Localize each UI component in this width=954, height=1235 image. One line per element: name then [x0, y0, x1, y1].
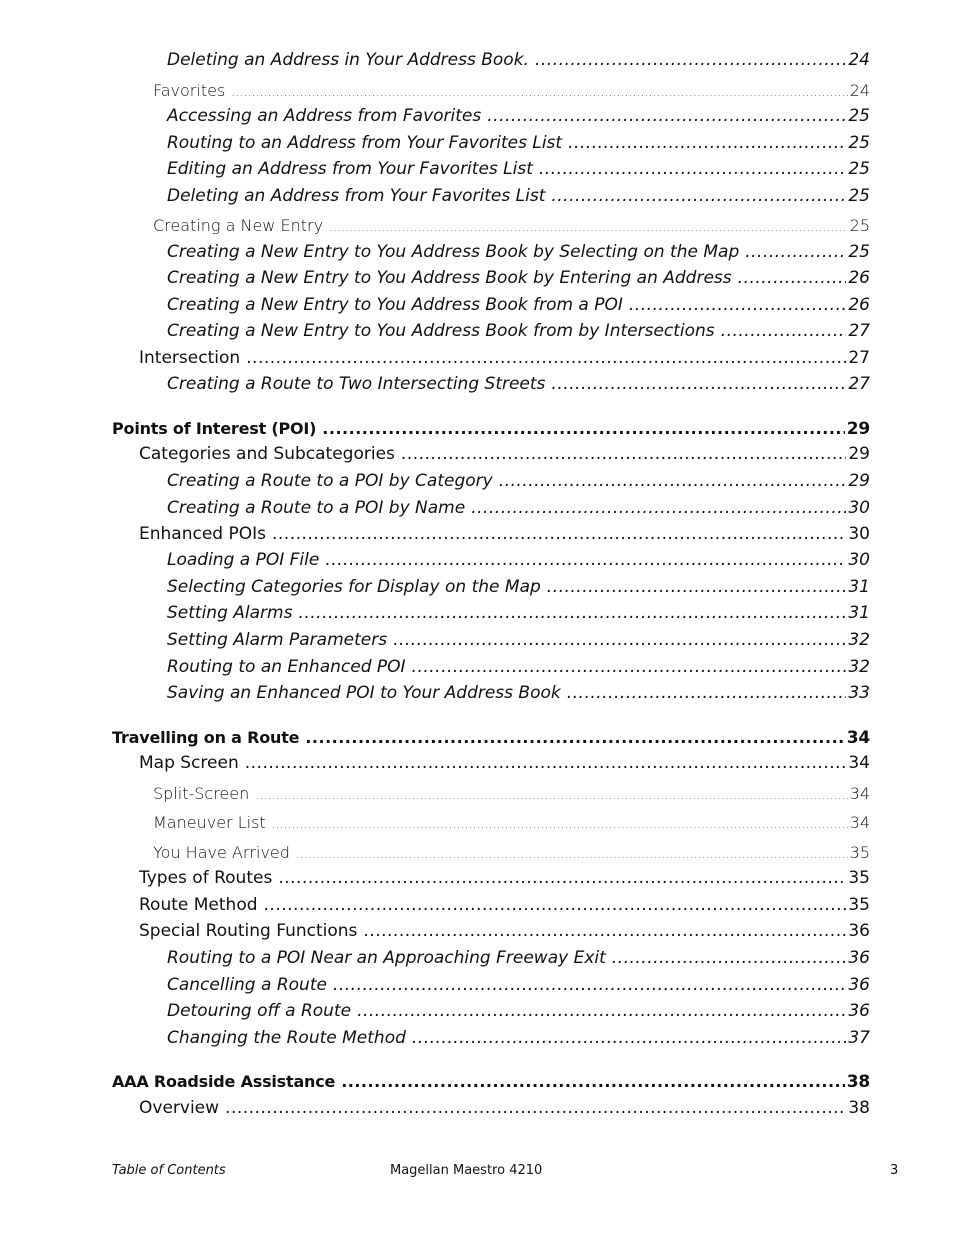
toc-entry-title: Creating a New Entry to You Address Book from a POI [167, 295, 623, 315]
toc-entry-title: Points of Interest (POI) [112, 419, 317, 438]
toc-entry-page: 30 [848, 550, 870, 570]
dot-leader [225, 1098, 846, 1118]
toc-entry[interactable] [167, 550, 870, 570]
dot-leader [231, 85, 847, 99]
toc-entry[interactable] [167, 106, 870, 126]
toc-entry-title: Categories and Subcategories [139, 444, 395, 464]
toc-entry-title: Cancelling a Route [167, 975, 327, 995]
toc-entry-page: 25 [848, 159, 870, 179]
toc-entry[interactable] [139, 753, 870, 773]
toc-entry-page: 35 [848, 895, 870, 915]
dot-leader [412, 657, 847, 677]
dot-leader [567, 683, 847, 703]
toc-entry[interactable] [167, 471, 870, 491]
toc-entry-title: Map Screen [139, 753, 239, 773]
toc-entry[interactable] [153, 81, 870, 100]
dot-leader [535, 50, 846, 70]
dot-leader [278, 868, 846, 888]
toc-entry-title: Editing an Address from Your Favorites List [167, 159, 533, 179]
toc-entry-title: Overview [139, 1098, 220, 1118]
dot-leader [612, 948, 847, 968]
toc-entry-title: Types of Routes [139, 868, 273, 888]
toc-entry-page: 32 [848, 630, 870, 650]
toc-entry-page: 25 [848, 186, 870, 206]
toc-entry[interactable] [139, 895, 870, 915]
dot-leader [255, 788, 847, 802]
toc-entry[interactable] [167, 1028, 870, 1048]
toc-entry-title: Creating a New Entry to You Address Book by Selecting on the Map [167, 242, 740, 262]
toc-entry-page: 36 [848, 975, 870, 995]
toc-entry[interactable] [167, 630, 870, 650]
dot-leader [551, 374, 846, 394]
dot-leader [322, 419, 844, 438]
toc-entry[interactable] [167, 1001, 870, 1021]
toc-entry[interactable] [167, 577, 870, 597]
toc-entry[interactable] [139, 524, 870, 544]
toc-entry-title: Creating a Route to a POI by Category [167, 471, 493, 491]
toc-entry-title: Creating a New Entry to You Address Book from by Intersections [167, 321, 715, 341]
toc-entry-page: 34 [849, 813, 870, 832]
dot-leader [341, 1072, 845, 1091]
toc-entry[interactable] [153, 784, 870, 803]
dot-leader [296, 847, 848, 861]
toc-entry-page: 29 [848, 471, 870, 491]
toc-entry[interactable] [167, 683, 870, 703]
toc-entry-title: Accessing an Address from Favorites [167, 106, 482, 126]
toc-entry-page: 25 [848, 106, 870, 126]
toc-entry-title: Creating a New Entry to You Address Book by Entering an Address [167, 268, 732, 288]
toc-entry-title: Routing to a POI Near an Approaching Freeway Exit [167, 948, 606, 968]
toc-entry-page: 24 [849, 81, 870, 100]
toc-entry[interactable] [167, 374, 870, 394]
dot-leader [721, 321, 847, 341]
toc-entry-page: 34 [846, 728, 870, 748]
toc-entry-page: 38 [848, 1098, 870, 1118]
toc-entry[interactable] [167, 975, 870, 995]
dot-leader [745, 242, 846, 262]
dot-leader [357, 1001, 846, 1021]
dot-leader [499, 471, 847, 491]
toc-entry[interactable] [153, 843, 870, 862]
toc-entry-page: 31 [848, 603, 870, 623]
toc-entry[interactable] [167, 186, 870, 206]
dot-leader [487, 106, 846, 126]
dot-leader [471, 498, 846, 518]
toc-entry-page: 34 [849, 784, 870, 803]
toc-chapter[interactable] [112, 728, 870, 748]
toc-entry-title: You Have Arrived [153, 843, 290, 862]
toc-entry-page: 24 [848, 50, 870, 70]
dot-leader [264, 895, 847, 915]
toc-entry-title: Setting Alarm Parameters [167, 630, 388, 650]
toc-entry[interactable] [167, 498, 870, 518]
toc-entry-page: 25 [848, 242, 870, 262]
toc-entry-title: Creating a Route to Two Intersecting Streets [167, 374, 546, 394]
toc-entry-title: Changing the Route Method [167, 1028, 406, 1048]
toc-entry[interactable] [167, 295, 870, 315]
toc-entry-title: Routing to an Enhanced POI [167, 657, 406, 677]
toc-entry[interactable] [167, 50, 870, 70]
toc-entry[interactable] [139, 348, 870, 368]
dot-leader [333, 975, 846, 995]
toc-entry-title: Special Routing Functions [139, 921, 358, 941]
dot-leader [401, 444, 846, 464]
toc-entry-title: Loading a POI File [167, 550, 320, 570]
toc-entry-title: AAA Roadside Assistance [112, 1072, 336, 1091]
toc-entry-page: 33 [848, 683, 870, 703]
toc-entry-page: 36 [848, 921, 870, 941]
dot-leader [329, 220, 848, 234]
dot-leader [551, 186, 846, 206]
toc-entry[interactable] [167, 133, 870, 153]
dot-leader [272, 817, 848, 831]
toc-entry-page: 37 [848, 1028, 870, 1048]
toc-entry[interactable] [167, 159, 870, 179]
dot-leader [547, 577, 847, 597]
toc-entry-page: 31 [848, 577, 870, 597]
toc-entry[interactable] [167, 657, 870, 677]
dot-leader [272, 524, 846, 544]
toc-entry[interactable] [153, 813, 870, 832]
dot-leader [325, 550, 846, 570]
toc-entry-title: Detouring off a Route [167, 1001, 352, 1021]
dot-leader [738, 268, 847, 288]
toc-entry-page: 27 [848, 321, 870, 341]
toc-entry-page: 35 [849, 843, 870, 862]
dot-leader [246, 348, 846, 368]
toc-entry-title: Deleting an Address in Your Address Book. [167, 50, 529, 70]
dot-leader [412, 1028, 846, 1048]
toc-entry-title: Selecting Categories for Display on the Map [167, 577, 541, 597]
footer-product-name: Magellan Maestro 4210 [390, 1163, 543, 1178]
toc-entry-page: 30 [848, 498, 870, 518]
dot-leader [629, 295, 846, 315]
toc-entry-page: 25 [849, 216, 870, 235]
toc-chapter[interactable] [112, 1072, 870, 1092]
toc-entry-title: Saving an Enhanced POI to Your Address Book [167, 683, 561, 703]
toc-entry-title: Setting Alarms [167, 603, 293, 623]
toc-entry-page: 26 [848, 268, 870, 288]
dot-leader [245, 753, 847, 773]
toc-entry-page: 29 [848, 444, 870, 464]
toc-entry-page: 26 [848, 295, 870, 315]
toc-entry[interactable] [139, 868, 870, 888]
toc-entry[interactable] [167, 603, 870, 623]
toc-entry-page: 35 [848, 868, 870, 888]
toc-entry-title: Travelling on a Route [112, 728, 300, 747]
toc-entry-title: Favorites [153, 81, 226, 100]
dot-leader [305, 728, 844, 747]
toc-entry-page: 38 [846, 1072, 870, 1092]
toc-entry[interactable] [167, 321, 870, 341]
dot-leader [568, 133, 846, 153]
toc-entry-title: Routing to an Address from Your Favorites List [167, 133, 563, 153]
toc-entry-title: Split-Screen [153, 784, 250, 803]
toc-entry[interactable] [139, 444, 870, 464]
toc-entry-page: 36 [848, 1001, 870, 1021]
toc-entry-title: Maneuver List [153, 813, 266, 832]
toc-entry-page: 34 [848, 753, 870, 773]
dot-leader [539, 159, 846, 179]
toc-entry[interactable] [167, 242, 870, 262]
toc-entry[interactable] [139, 921, 870, 941]
toc-entry[interactable] [167, 268, 870, 288]
toc-entry-title: Intersection [139, 348, 241, 368]
dot-leader [298, 603, 846, 623]
toc-entry[interactable] [167, 948, 870, 968]
toc-entry-title: Deleting an Address from Your Favorites List [167, 186, 546, 206]
toc-entry-title: Creating a Route to a POI by Name [167, 498, 466, 518]
dot-leader [363, 921, 846, 941]
toc-entry-title: Creating a New Entry [153, 216, 324, 235]
toc-entry-page: 29 [846, 419, 870, 439]
footer-page-number: 3 [890, 1163, 899, 1178]
toc-entry-page: 32 [848, 657, 870, 677]
toc-entry-page: 27 [848, 348, 870, 368]
toc-entry-page: 36 [848, 948, 870, 968]
toc-entry-page: 30 [848, 524, 870, 544]
dot-leader [393, 630, 846, 650]
toc-entry-page: 27 [848, 374, 870, 394]
toc-entry-title: Route Method [139, 895, 258, 915]
toc-entry[interactable] [139, 1098, 870, 1118]
toc-chapter[interactable] [112, 419, 870, 439]
toc-entry-page: 25 [848, 133, 870, 153]
toc-entry-title: Enhanced POIs [139, 524, 266, 544]
footer-section-title: Table of Contents [112, 1163, 226, 1178]
toc-entry[interactable] [153, 216, 870, 235]
